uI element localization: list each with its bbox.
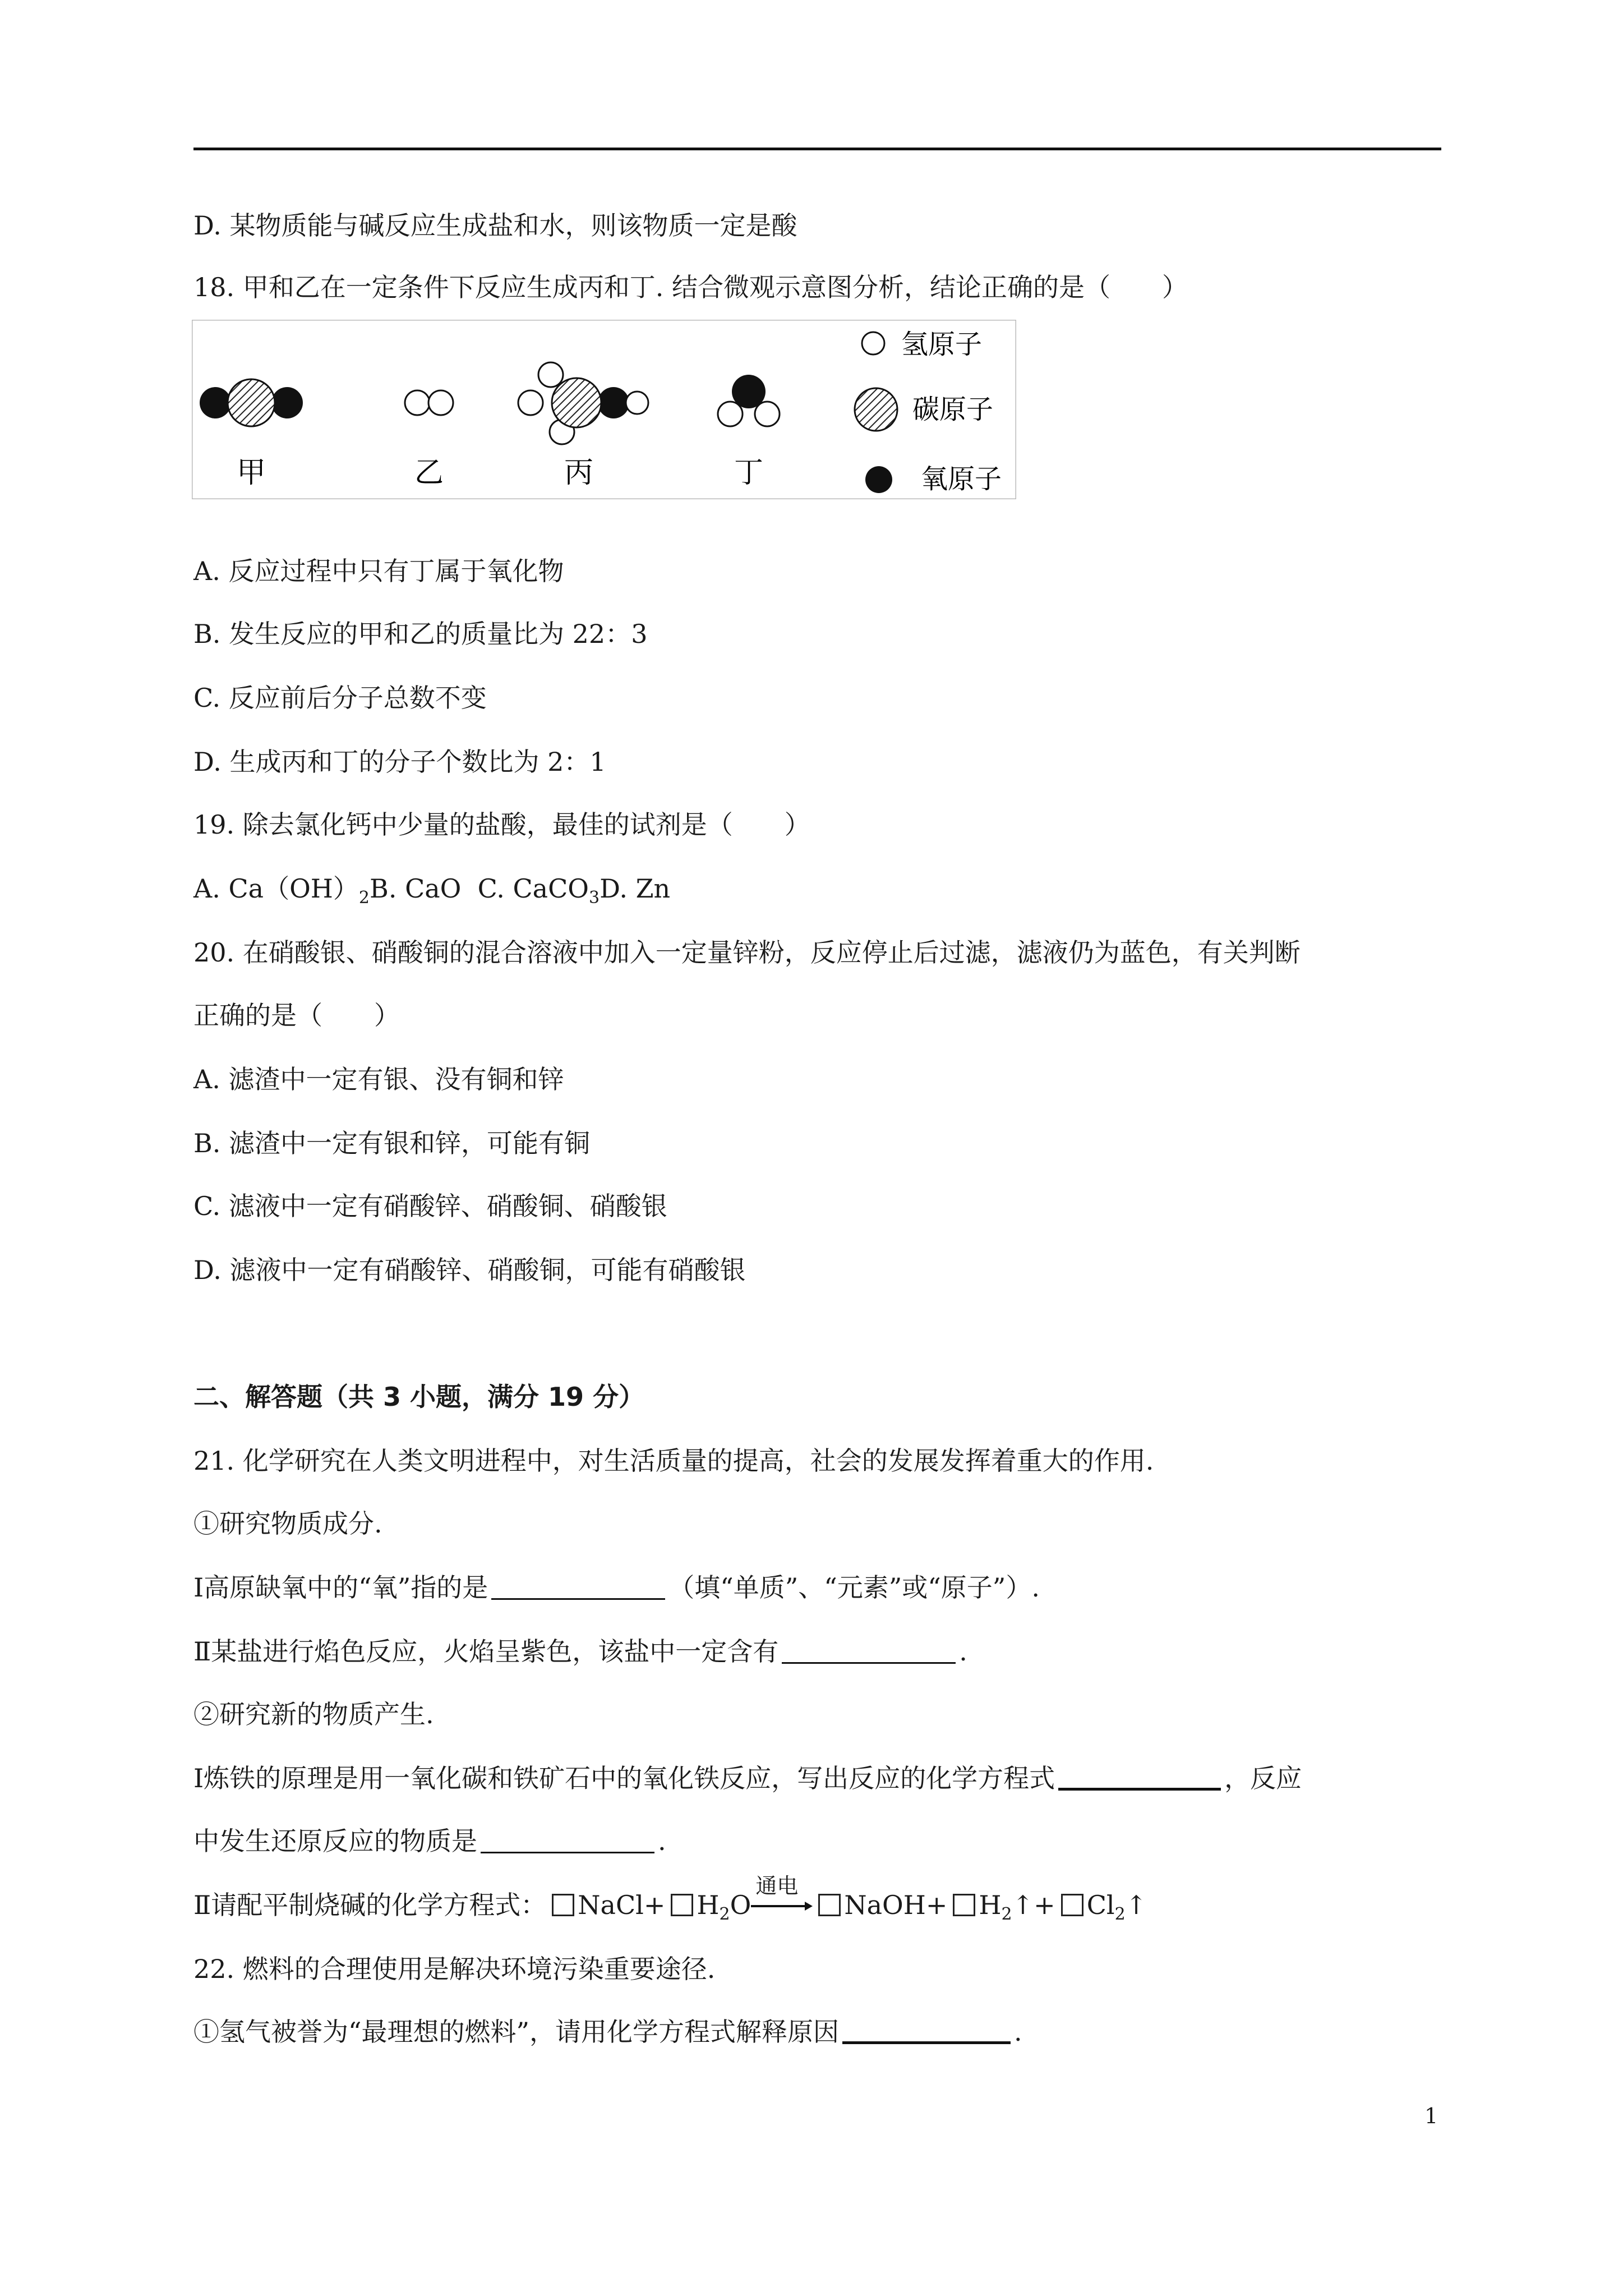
molecule-jia	[200, 379, 303, 426]
answer-blank[interactable]	[782, 1636, 956, 1664]
label-ding: 丁	[734, 456, 764, 490]
q18-option-a: A. 反应过程中只有丁属于氧化物	[193, 556, 564, 586]
page-number: 1	[1424, 2104, 1438, 2128]
q19-option-c: C. CaCO	[477, 873, 589, 904]
q22-stem: 22. 燃料的合理使用是解决环境污染重要途径.	[193, 1954, 716, 1984]
legend	[855, 329, 1002, 495]
molecule-bing	[518, 362, 648, 444]
answer-blank[interactable]	[481, 1826, 654, 1853]
coefficient-box[interactable]	[818, 1894, 841, 1916]
label-jia: 甲	[236, 456, 266, 490]
q21-p2-ii-equation: Ⅱ请配平制烧碱的化学方程式： NaCl+ $H_2O$ 通电 NaOH+ $H_2↑+$ $Cl_2↑$	[193, 1888, 1147, 1931]
q21-stem: 21. 化学研究在人类文明进程中，对生活质量的提高，社会的发展发挥着重大的作用.	[193, 1446, 1154, 1476]
q17-option-d: D. 某物质能与碱反应生成盐和水，则该物质一定是酸	[193, 210, 797, 241]
legend-oxygen: 氧原子	[921, 463, 1002, 495]
coefficient-box[interactable]	[953, 1894, 975, 1916]
molecule-diagram	[192, 320, 1016, 499]
q20-option-c: C. 滤液中一定有硝酸锌、硝酸铜、硝酸银	[193, 1191, 667, 1221]
q20-option-d: D. 滤液中一定有硝酸锌、硝酸铜，可能有硝酸银	[193, 1255, 746, 1285]
q20-stem-line1: 20. 在硝酸银、硝酸铜的混合溶液中加入一定量锌粉，反应停止后过滤，滤液仍为蓝色，有关判断	[193, 937, 1301, 968]
q19-option-b: B. CaO	[370, 873, 462, 904]
q21-part1: ①研究物质成分.	[193, 1508, 382, 1539]
label-yi: 乙	[414, 456, 444, 490]
reaction-arrow	[751, 1874, 813, 1922]
legend-carbon: 碳原子	[912, 394, 994, 425]
q20-option-a: A. 滤渣中一定有银、没有铜和锌	[193, 1064, 564, 1094]
q19-option-a: A. Ca（OH）	[193, 873, 359, 904]
q18-stem: 18. 甲和乙在一定条件下反应生成丙和丁. 结合微观示意图分析，结论正确的是（ ）	[193, 272, 1188, 302]
answer-blank[interactable]	[491, 1572, 665, 1600]
q21-p2-i: Ⅰ炼铁的原理是用一氧化碳和铁矿石中的氧化铁反应，写出反应的化学方程式 ，反应	[193, 1763, 1302, 1793]
q21-part2: ②研究新的物质产生.	[193, 1699, 434, 1729]
q18-option-d: D. 生成丙和丁的分子个数比为 2：1	[193, 747, 606, 777]
header-rule	[193, 148, 1441, 150]
q20-stem-line2: 正确的是（ ）	[193, 1000, 400, 1030]
coefficient-box[interactable]	[1061, 1894, 1083, 1916]
answer-blank[interactable]	[842, 2016, 1011, 2044]
section-heading: 二、解答题（共 3 小题，满分 19 分）	[193, 1382, 645, 1412]
q21-p2-i-line2: 中发生还原反应的物质是 .	[193, 1826, 666, 1856]
q19-stem: 19. 除去氯化钙中少量的盐酸，最佳的试剂是（ ）	[193, 809, 810, 840]
answer-blank[interactable]	[1058, 1762, 1221, 1791]
legend-hydrogen: 氢原子	[901, 329, 983, 360]
coefficient-box[interactable]	[671, 1894, 693, 1916]
q22-part1: ①氢气被誉为“最理想的燃料”，请用化学方程式解释原因 .	[193, 2017, 1022, 2047]
q21-p1-i: Ⅰ高原缺氧中的“氧”指的是 （填“单质”、“元素”或“原子”）.	[193, 1572, 1040, 1603]
molecule-yi	[405, 390, 453, 415]
reaction-condition: 通电	[755, 1874, 799, 1898]
label-bing: 丙	[564, 456, 594, 490]
coefficient-box[interactable]	[552, 1894, 574, 1916]
q18-option-b: B. 发生反应的甲和乙的质量比为 22：3	[193, 619, 648, 649]
q18-option-c: C. 反应前后分子总数不变	[193, 683, 487, 713]
q21-p1-ii: Ⅱ某盐进行焰色反应，火焰呈紫色，该盐中一定含有 .	[193, 1636, 967, 1667]
q19-option-d: D. Zn	[600, 873, 671, 904]
q19-options: A. $Ca(OH)_2B$. CaO C. CaCO$_3$D. Zn	[193, 873, 671, 908]
molecule-ding	[718, 375, 780, 426]
q20-option-b: B. 滤渣中一定有银和锌，可能有铜	[193, 1128, 591, 1158]
